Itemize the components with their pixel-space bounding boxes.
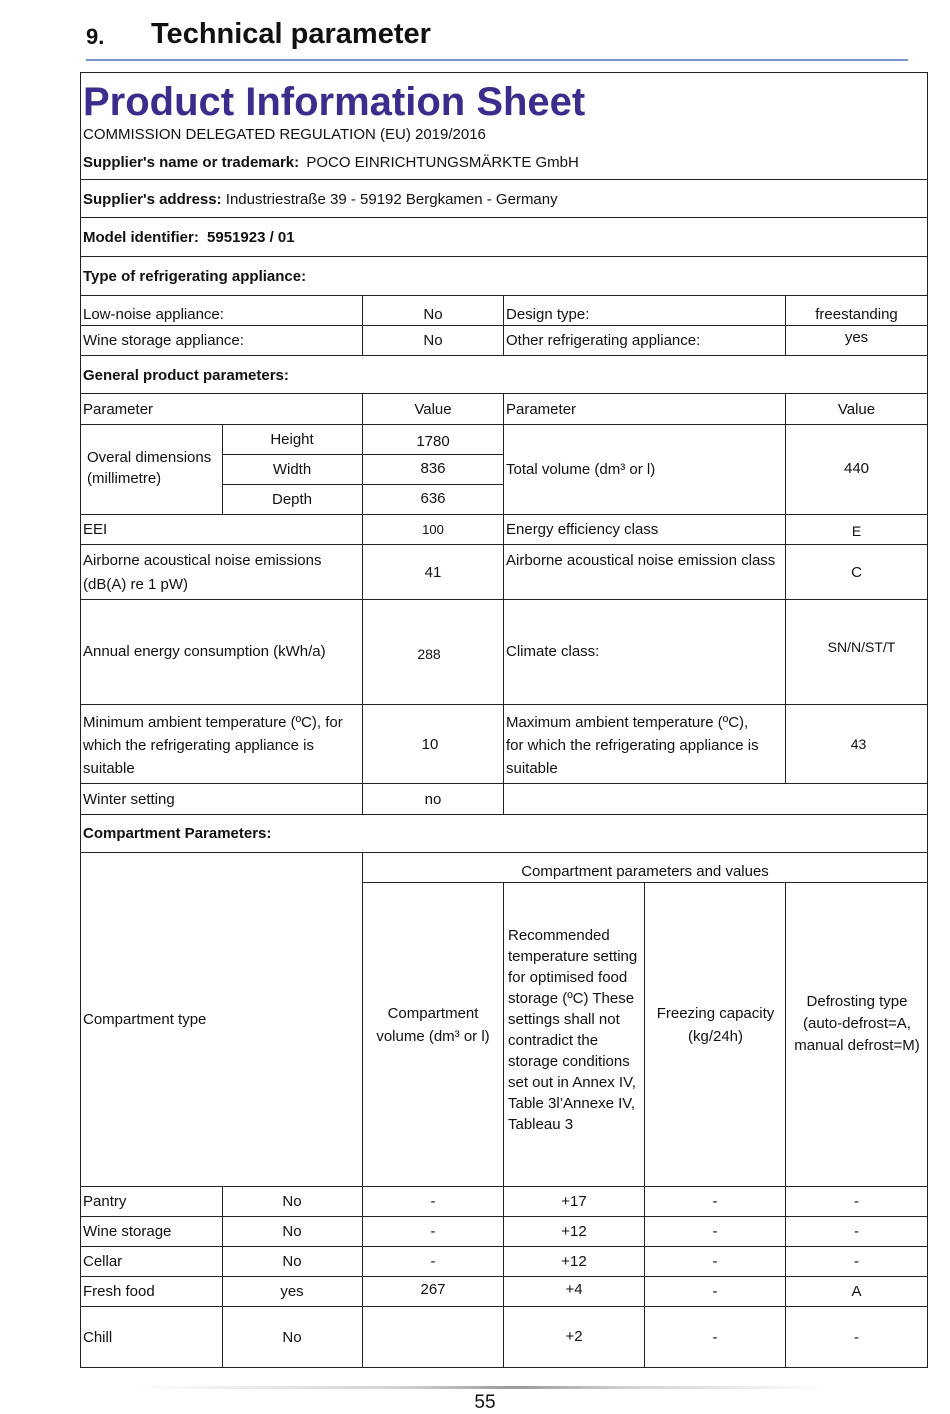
dimensions-label: Overal dimensions (millimetre) xyxy=(87,449,212,487)
winter-setting-value: no xyxy=(424,791,442,808)
compartment-defrost: - xyxy=(854,1253,859,1270)
depth-label: Depth xyxy=(271,491,313,508)
regulation-text: COMMISSION DELEGATED REGULATION (EU) 2019/2016 xyxy=(83,126,486,143)
compartment-volume: - xyxy=(430,1223,436,1240)
climate-class-value: SN/N/ST/T xyxy=(827,639,896,655)
winter-setting-label: Winter setting xyxy=(83,791,175,808)
compartment-volume: - xyxy=(430,1193,436,1210)
supplier-address-row xyxy=(81,189,921,210)
compartment-freezing: - xyxy=(712,1283,718,1300)
design-type-label: Design type: xyxy=(506,306,590,323)
compartment-volume: 267 xyxy=(420,1281,446,1298)
compartment-defrost: - xyxy=(854,1329,859,1346)
annual-consumption-value: 288 xyxy=(417,646,441,662)
height-label: Height xyxy=(270,431,314,448)
depth-value: 636 xyxy=(420,490,446,507)
col-parameter-1: Parameter xyxy=(83,401,154,418)
min-temp-label: Minimum ambient temperature (ºC), for which the refrigerating appliance is suitable xyxy=(83,714,343,777)
col-recommended-temp: Recommended temperature setting for optimised food storage (ºC) These settings shall not contradict the storage conditions set out in Annex IV, Table 3l’Annexe IV, Tableau 3 xyxy=(508,927,638,1133)
compartment-present: yes xyxy=(280,1283,304,1300)
compartment-temp: +12 xyxy=(561,1223,587,1240)
compartment-defrost: - xyxy=(854,1193,859,1210)
compartment-temp: +2 xyxy=(565,1328,583,1345)
general-parameters-heading: General product parameters: xyxy=(83,367,289,384)
compartment-present: No xyxy=(282,1193,302,1210)
compartment-volume: - xyxy=(430,1253,436,1270)
col-parameter-2: Parameter xyxy=(506,401,577,418)
design-type-value: freestanding xyxy=(815,306,898,323)
compartment-freezing: - xyxy=(712,1253,718,1270)
section-title: Technical parameter xyxy=(151,18,431,50)
other-appliance-value: yes xyxy=(844,329,869,346)
col-defrosting-type: Defrosting type (auto-defrost=A, manual defrost=M) xyxy=(794,993,920,1054)
width-label: Width xyxy=(272,461,312,478)
supplier-address-label: Supplier's address: xyxy=(83,191,222,208)
eei-value: 100 xyxy=(422,522,444,537)
noise-class-value: C xyxy=(851,564,862,581)
climate-class-label: Climate class: xyxy=(506,643,600,660)
annual-consumption-label: Annual energy consumption (kWh/a) xyxy=(83,643,326,660)
compartment-group-header: Compartment parameters and values xyxy=(521,863,769,880)
footer-rule xyxy=(130,1386,830,1389)
page-number: 55 xyxy=(474,1392,496,1413)
total-volume-label: Total volume (dm³ or l) xyxy=(506,461,656,478)
height-value: 1780 xyxy=(416,433,450,450)
noise-class-label: Airborne acoustical noise emission class xyxy=(506,552,776,569)
supplier-name-row xyxy=(81,152,921,173)
compartment-parameters-heading: Compartment Parameters: xyxy=(83,825,272,842)
model-identifier: 5951923 / 01 xyxy=(207,229,295,246)
compartment-temp: +4 xyxy=(565,1281,583,1298)
supplier-name: POCO EINRICHTUNGSMÄRKTE GmbH xyxy=(306,154,579,171)
col-value-2: Value xyxy=(837,401,876,418)
model-identifier-label: Model identifier: xyxy=(83,229,199,246)
noise-label: Airborne acoustical noise emissions (dB(A) re 1 pW) xyxy=(83,552,322,593)
section-number: 9. xyxy=(86,24,105,49)
compartment-present: No xyxy=(282,1223,302,1240)
min-temp-value: 10 xyxy=(421,736,439,753)
supplier-address: Industriestraße 39 - 59192 Bergkamen - Germany xyxy=(225,191,558,208)
compartment-defrost: A xyxy=(851,1283,862,1300)
compartment-temp: +12 xyxy=(561,1253,587,1270)
low-noise-value: No xyxy=(423,306,443,323)
product-information-sheet xyxy=(80,72,928,1368)
compartment-name: Chill xyxy=(83,1329,113,1346)
sheet-title: Product Information Sheet xyxy=(83,80,586,124)
heading-rule xyxy=(86,59,908,61)
compartment-present: No xyxy=(282,1253,302,1270)
wine-storage-value: No xyxy=(423,332,443,349)
max-temp-label: Maximum ambient temperature (ºC), for which the refrigerating appliance is suitable xyxy=(506,714,759,777)
compartment-name: Pantry xyxy=(83,1193,127,1210)
compartment-present: No xyxy=(282,1329,302,1346)
compartment-freezing: - xyxy=(712,1223,718,1240)
appliance-type-heading: Type of refrigerating appliance: xyxy=(83,268,307,285)
eei-label: EEI xyxy=(83,521,108,538)
col-compartment-volume: Compartment volume (dm³ or l) xyxy=(376,1005,490,1045)
low-noise-label: Low-noise appliance: xyxy=(83,306,224,323)
compartment-temp: +17 xyxy=(561,1193,587,1210)
total-volume-value: 440 xyxy=(843,460,870,477)
compartment-defrost: - xyxy=(854,1223,859,1240)
compartment-name: Fresh food xyxy=(83,1283,155,1300)
compartment-name: Cellar xyxy=(83,1253,123,1270)
energy-class-label: Energy efficiency class xyxy=(506,521,659,538)
width-value: 836 xyxy=(420,460,446,477)
wine-storage-label: Wine storage appliance: xyxy=(83,332,244,349)
max-temp-value: 43 xyxy=(850,736,867,752)
supplier-name-label: Supplier's name or trademark: xyxy=(83,154,300,171)
compartment-type-header: Compartment type xyxy=(83,1011,207,1028)
compartment-freezing: - xyxy=(712,1193,718,1210)
compartment-name: Wine storage xyxy=(83,1223,172,1240)
other-appliance-label: Other refrigerating appliance: xyxy=(506,332,701,349)
model-identifier-row xyxy=(81,227,921,248)
noise-value: 41 xyxy=(424,564,442,581)
energy-class-value: E xyxy=(851,523,862,539)
col-freezing-capacity: Freezing capacity (kg/24h) xyxy=(656,1005,775,1045)
col-value-1: Value xyxy=(414,401,452,418)
compartment-freezing: - xyxy=(712,1329,718,1346)
